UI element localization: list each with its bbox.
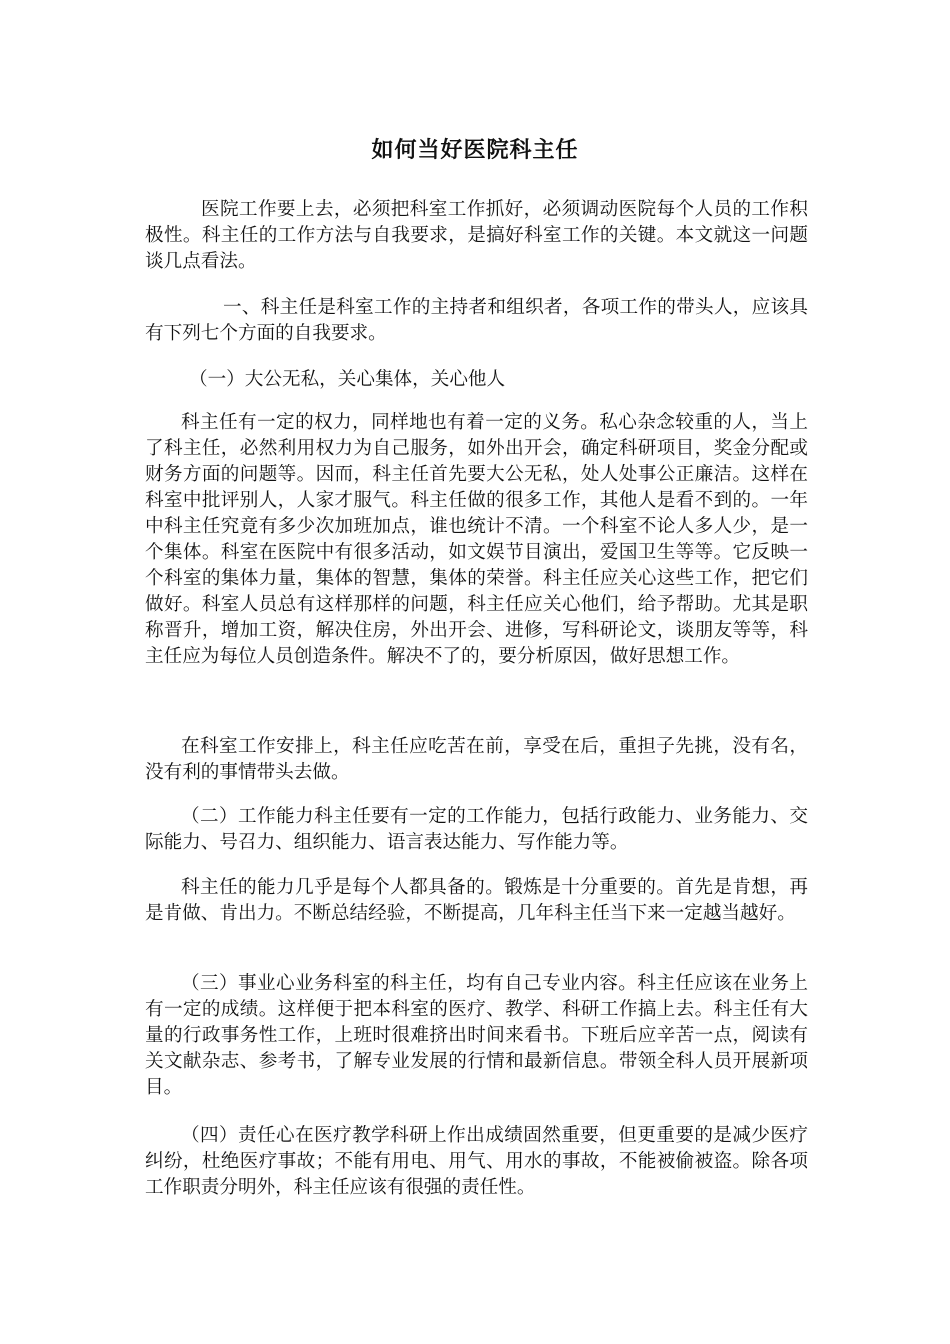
section-one-heading: 一、科主任是科室工作的主持者和组织者，各项工作的带头人，应该具有下列七个方面的自我要求。: [145, 297, 808, 344]
subsection-2-paragraph: （二）工作能力科主任要有一定的工作能力，包括行政能力、业务能力、交际能力、号召力、组织能力、语言表达能力、写作能力等。: [145, 806, 808, 853]
intro-paragraph: 医院工作要上去，必须把科室工作抓好，必须调动医院每个人员的工作积极性。科主任的工作方法与自我要求，是搞好科室工作的关键。本文就这一问题谈几点看法。: [145, 199, 808, 272]
subsection-1-body-2: 在科室工作安排上，科主任应吃苦在前，享受在后，重担子先挑，没有名，没有利的事情带头去做。: [145, 736, 808, 783]
subsection-3-paragraph: （三）事业心业务科室的科主任，均有自己专业内容。科主任应该在业务上有一定的成绩。这样便于把本科室的医疗、教学、科研工作搞上去。科主任有大量的行政事务性工作，上班时很难挤出时间来看书。下班后应辛苦一点，阅读有关文献杂志、参考书，了解专业发展的行情和最新信息。带领全科人员开展新项目。: [145, 973, 808, 1098]
subsection-4-paragraph: （四）责任心在医疗教学科研上作出成绩固然重要，但更重要的是减少医疗纠纷，杜绝医疗事故；不能有用电、用气、用水的事故，不能被偷被盗。除各项工作职责分明外，科主任应该有很强的责任性。: [145, 1125, 808, 1198]
document-title: 如何当好医院科主任: [371, 137, 579, 163]
subsection-1-heading: （一）大公无私，关心集体，关心他人: [189, 369, 506, 390]
subsection-2-body: 科主任的能力几乎是每个人都具备的。锻炼是十分重要的。首先是肯想，再是肯做、肯出力。不断总结经验，不断提高，几年科主任当下来一定越当越好。: [145, 877, 808, 924]
subsection-1-body: 科主任有一定的权力，同样地也有着一定的义务。私心杂念较重的人，当上了科主任，必然利用权力为自己服务，如外出开会，确定科研项目，奖金分配或财务方面的问题等。因而，科主任首先要大公无私，处人处事公正廉洁。这样在科室中批评别人，人家才服气。科主任做的很多工作，其他人是看不到的。一年中科主任究竟有多少次加班加点，谁也统计不清。一个科室不论人多人少，是一个集体。科室在医院中有很多活动，如文娱节目演出，爱国卫生等等。它反映一个科室的集体力量，集体的智慧，集体的荣誉。科主任应关心这些工作，把它们做好。科室人员总有这样那样的问题，科主任应关心他们，给予帮助。尤其是职称晋升，增加工资，解决住房，外出开会、进修，写科研论文，谈朋友等等，科主任应为每位人员创造条件。解决不了的，要分析原因，做好思想工作。: [145, 412, 808, 667]
